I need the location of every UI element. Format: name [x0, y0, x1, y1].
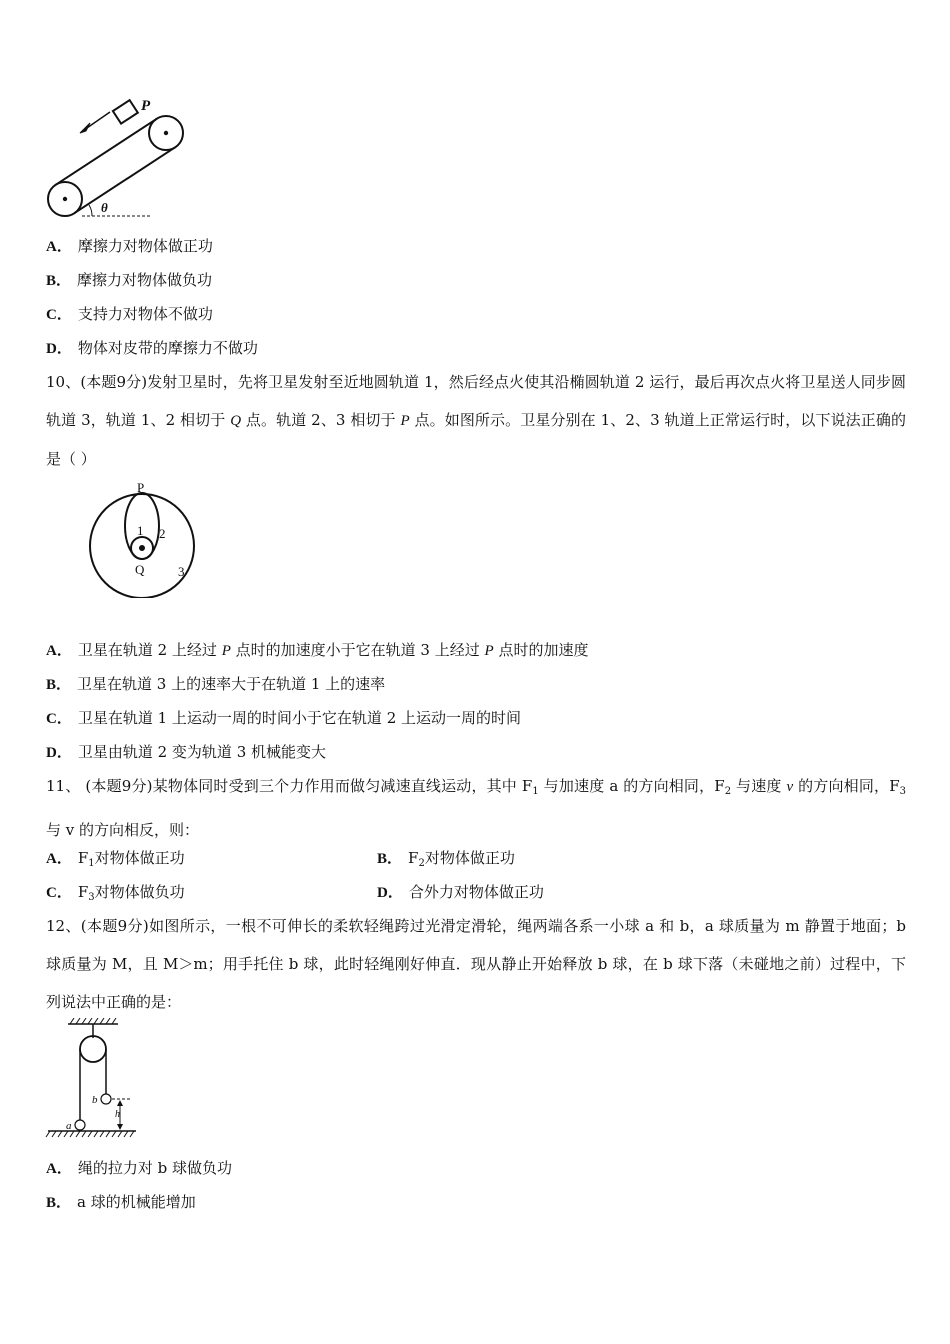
- q11-option-d: D． 合外力对物体做正功: [377, 883, 544, 901]
- pulley-wheel: [80, 1036, 106, 1062]
- label-2: 2: [159, 526, 166, 541]
- label-3: 3: [178, 564, 185, 579]
- q10-option-a: A． 卫星在轨道 2 上经过 P 点时的加速度小于它在轨道 3 上经过 P 点时的加速度: [46, 641, 589, 659]
- q10-option-c: C． 卫星在轨道 1 上运动一周的时间小于它在轨道 2 上运动一周的时间: [46, 709, 522, 727]
- arrow-icon: [80, 123, 90, 133]
- label-h: h: [115, 1109, 120, 1120]
- ball-b: [101, 1094, 111, 1104]
- q10-stem: 10、(本题9分)发射卫星时，先将卫星发射至近地圆轨道 1，然后经点火使其沿椭圆轨道 2 运行，最后再次点火将卫星送人同步圆轨道 3，轨道 1、2 相切于 Q 点。轨道 2、3 相切于 P 点。如图所示。卫星分别在 1、2、3 轨道上正常运行时，以下说法正确的是（ ）: [46, 373, 906, 468]
- label-theta: θ: [101, 200, 108, 215]
- orbit-figure: [85, 478, 205, 598]
- q11-option-c: C． $F_3$对物体做负功: [46, 883, 185, 903]
- belt-lower: [74, 147, 175, 213]
- q10-number: 10、: [46, 373, 81, 391]
- ball-a: [75, 1120, 85, 1130]
- q10-score: (本题9分): [80, 373, 148, 391]
- arrow-up-icon: [117, 1100, 123, 1106]
- q12-option-b: B． a 球的机械能增加: [46, 1193, 196, 1211]
- q9-option-a: A． 摩擦力对物体做正功: [46, 237, 213, 255]
- q11-option-a: A． $F_1$对物体做正功: [46, 849, 185, 869]
- q10-option-d: D． 卫星由轨道 2 变为轨道 3 机械能变大: [46, 743, 327, 761]
- conveyor-belt-figure: [40, 95, 200, 225]
- q11-option-b: B． $F_2$对物体做正功: [377, 849, 515, 869]
- label-b: b: [92, 1094, 98, 1106]
- q9-option-b: B． 摩擦力对物体做负功: [46, 271, 213, 289]
- pulley-figure: [44, 1018, 144, 1138]
- belt-upper: [56, 119, 157, 185]
- q10-option-b: B． 卫星在轨道 3 上的速率大于在轨道 1 上的速率: [46, 675, 386, 693]
- q12-stem: 12、(本题9分)如图所示，一根不可伸长的柔软轻绳跨过光滑定滑轮，绳两端各系一小球 a 和 b，a 球质量为 m 静置于地面；b 球质量为 M，且 M＞m；用手托住 b 球，此时轻绳刚好伸直．现从静止开始释放 b 球，在 b 球下落（未碰地之前）过程中，下列说法中正确的是：: [46, 917, 906, 1011]
- label-q: Q: [135, 562, 145, 577]
- label-a: a: [66, 1120, 72, 1132]
- q11-stem: 11、 (本题9分)某物体同时受到三个力作用而做匀减速直线运动，其中 $F_1$ 与加速度 a 的方向相同，$F_2$ 与速度 v 的方向相同，$F_3$ 与 v 的方向相反，则：: [46, 777, 906, 839]
- angle-arc: [89, 205, 92, 216]
- label-p: P: [141, 98, 151, 114]
- q9-option-c: C． 支持力对物体不做功: [46, 305, 213, 323]
- label-1: 1: [137, 523, 144, 538]
- block-p: [113, 100, 138, 124]
- q12-score: (本题9分): [80, 917, 149, 935]
- q12-option-a: A． 绳的拉力对 b 球做负功: [46, 1159, 232, 1177]
- q11-score: (本题9分): [85, 777, 153, 795]
- q12-number: 12、: [46, 917, 81, 935]
- earth-dot: [139, 545, 145, 551]
- q11-number: 11、: [46, 777, 86, 795]
- label-p: P: [137, 480, 145, 495]
- arrow-down-icon: [117, 1124, 123, 1130]
- q9-option-d: D． 物体对皮带的摩擦力不做功: [46, 339, 258, 357]
